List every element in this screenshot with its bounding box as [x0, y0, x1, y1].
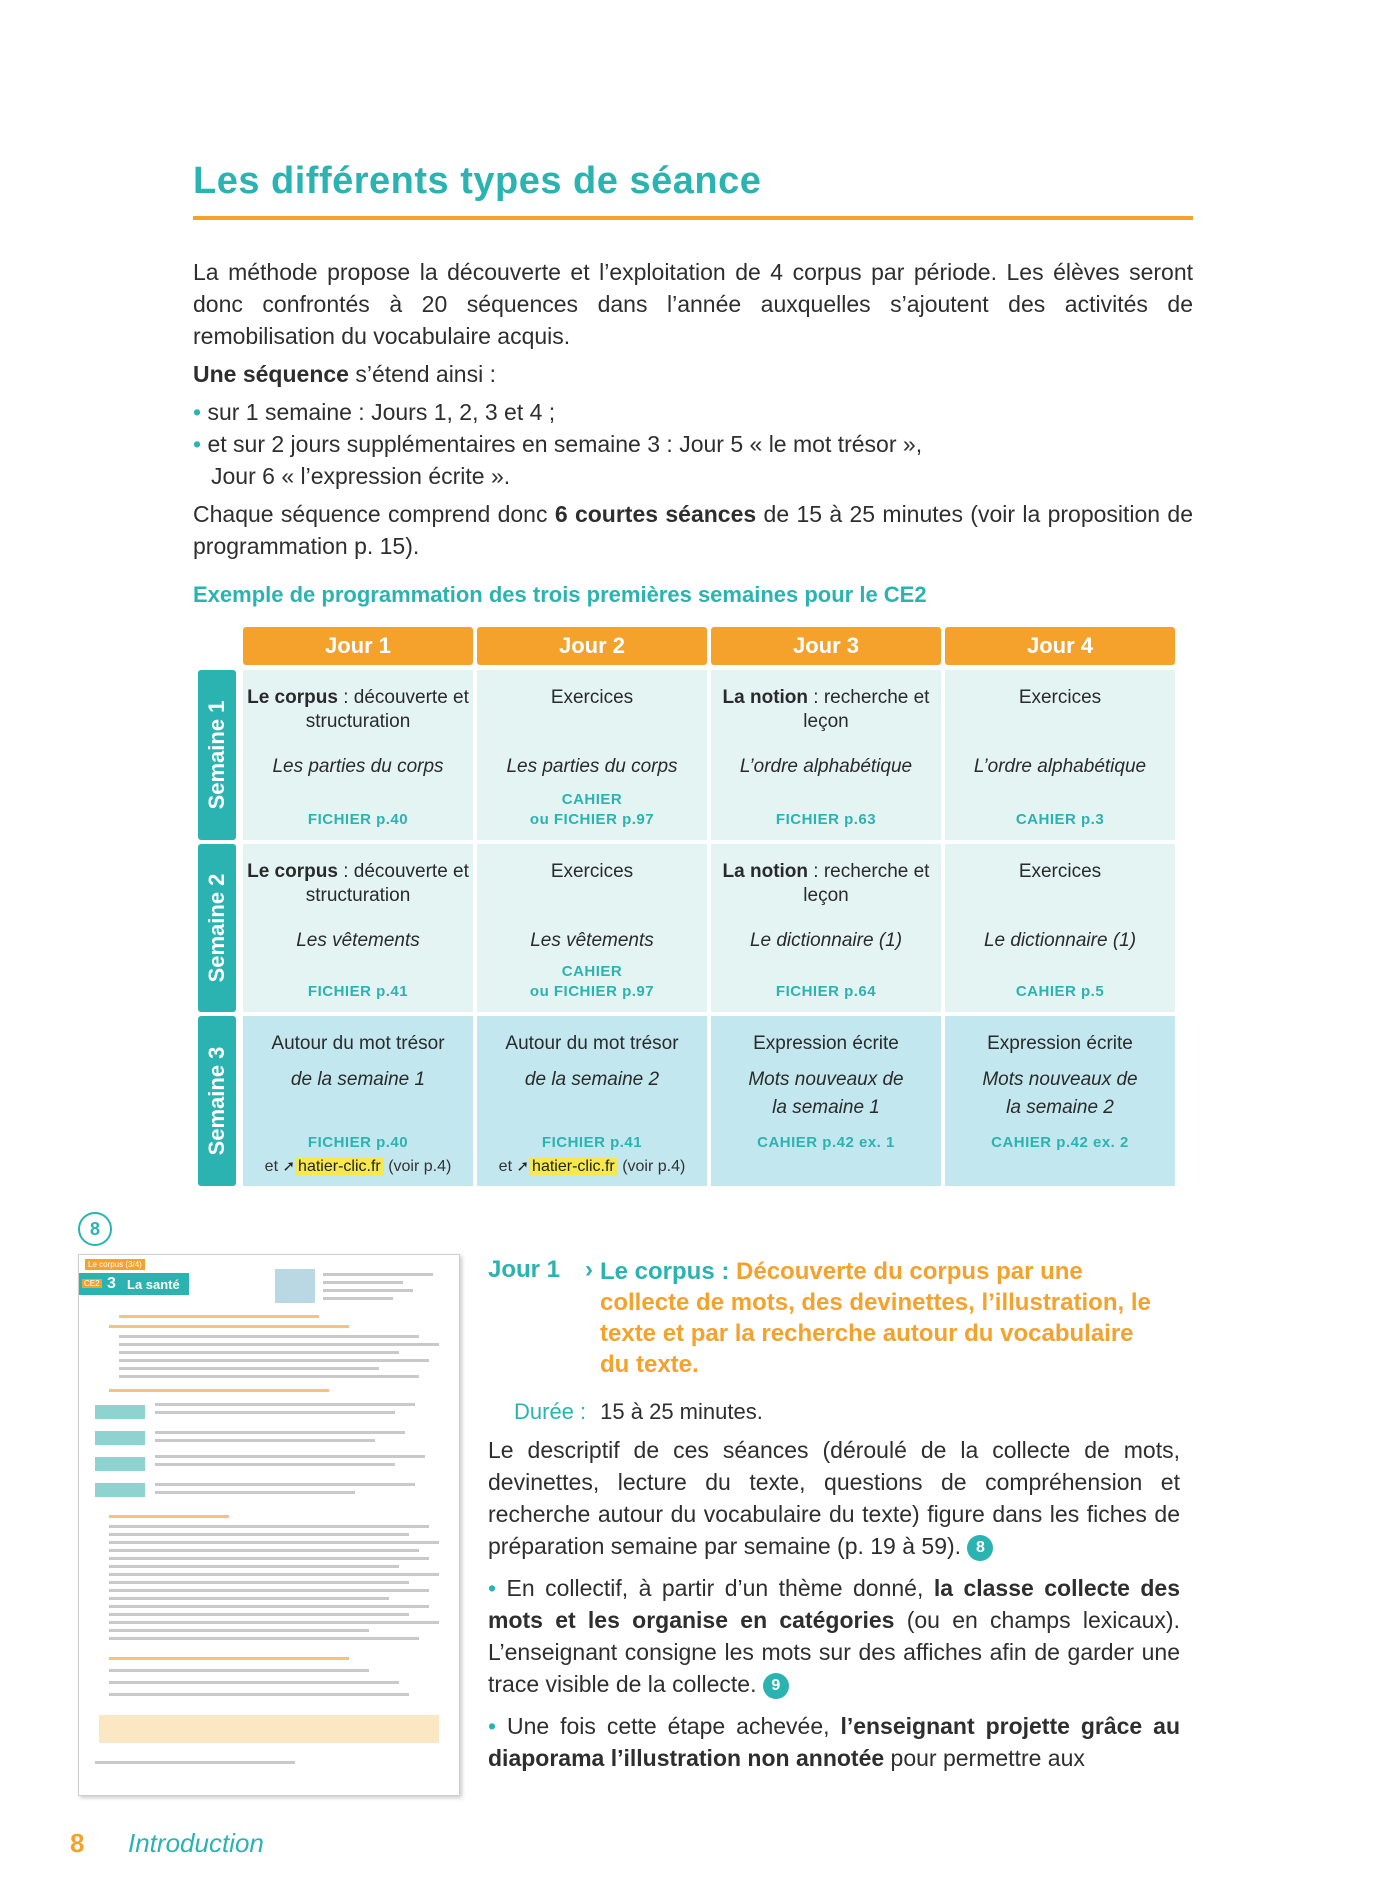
right-column-text: [488, 1434, 1180, 1784]
week-label-text: Semaine 2: [204, 873, 229, 983]
thumb-line: [109, 1525, 429, 1528]
intro-paragraph-1: La méthode propose la découverte et l’exploitation de 4 corpus par période. Les élèves seront donc confrontés à 20 séquences dans l’année auxquelles s’ajoutent des activités de remobilisation du vocabulaire acquis.: [193, 259, 1193, 349]
activity-text: : recherche et leçon: [803, 687, 930, 732]
cell-reference: [243, 982, 473, 1002]
cell-activity: [243, 860, 473, 908]
thumb-line: [155, 1455, 425, 1458]
sequence-rest: s’étend ainsi :: [348, 361, 496, 387]
bullet-icon: •: [488, 1713, 497, 1739]
cell-activity: Expression écrite: [987, 1033, 1133, 1054]
ref-line-2: FICHIER p.40: [307, 811, 409, 828]
cell-w2-d2: [477, 844, 707, 1012]
intro-bullet-2: [193, 428, 1193, 492]
cell-reference: FICHIER p.40: [307, 1134, 409, 1151]
cell-activity: [477, 860, 707, 884]
hatier-clic-link-row: [243, 1157, 473, 1176]
p2-bold: la classe collecte des mots et les organise en catégories: [488, 1575, 1180, 1633]
thumb-line: [155, 1463, 395, 1466]
clic-post: (voir p.4): [622, 1158, 686, 1175]
jour-label: Jour 1: [488, 1256, 561, 1283]
cell-topic: Les vêtements: [530, 930, 654, 951]
activity-text: Exercices: [550, 687, 634, 708]
p2-start: En collectif, à partir d’un thème donné,: [496, 1575, 934, 1601]
cell-reference: [711, 982, 941, 1002]
thumb-line: [119, 1359, 429, 1362]
thumb-line: [119, 1367, 379, 1370]
cell-topic: Le dictionnaire (1): [983, 930, 1137, 951]
thumb-line: [109, 1669, 369, 1672]
ref-line-1: CAHIER: [561, 791, 623, 808]
week-label-1: [198, 670, 236, 840]
p3r-start: Une fois cette étape achevée,: [496, 1713, 841, 1739]
thumb-highlight-box: [99, 1715, 439, 1743]
thumb-line: [109, 1605, 429, 1608]
ref-line-2: ou FICHIER p.97: [529, 811, 655, 828]
intro-bullet-1: [193, 396, 1193, 428]
hatier-clic-link[interactable]: hatier-clic.fr: [295, 1158, 384, 1175]
intro-paragraph-2: [193, 358, 1193, 390]
cell-reference: [477, 790, 707, 830]
activity-text: Exercices: [1018, 861, 1102, 882]
cell-w3-d1: [243, 1016, 473, 1186]
ref-line-2: FICHIER p.64: [775, 983, 877, 1000]
activity-text: : découverte et structuration: [305, 687, 469, 732]
ref-line-2: CAHIER p.3: [1015, 811, 1105, 828]
thumb-line: [109, 1681, 399, 1684]
right-paragraph-2: [488, 1572, 1180, 1700]
day-header-3: Jour 3: [711, 627, 941, 665]
p3-bold: 6 courtes séances: [554, 501, 757, 527]
activity-bold: Le corpus: [247, 687, 338, 708]
cell-topic: L’ordre alphabétique: [739, 756, 913, 777]
cell-activity: Expression écrite: [753, 1033, 899, 1054]
cell-reference: FICHIER p.41: [541, 1134, 643, 1151]
cell-w1-d3: [711, 670, 941, 840]
thumb-header-band: [79, 1273, 189, 1295]
cell-w3-d3: [711, 1016, 941, 1186]
chevron-right-icon: ›: [585, 1256, 593, 1283]
cell-w3-d2: [477, 1016, 707, 1186]
thumb-line: [109, 1389, 329, 1392]
week-label-3: [198, 1016, 236, 1186]
cell-reference: [243, 810, 473, 830]
clic-pre: et: [498, 1158, 513, 1175]
cell-w2-d4: [945, 844, 1175, 1012]
thumb-line: [109, 1549, 419, 1552]
activity-bold: Le corpus: [247, 861, 338, 882]
cell-activity: [711, 686, 941, 734]
p3r-end: pour permettre aux: [884, 1745, 1085, 1771]
cell-topic: de la semaine 2: [524, 1069, 660, 1090]
thumb-line: [323, 1281, 403, 1284]
cursor-arrow-icon: ➚: [516, 1158, 530, 1175]
clic-post: (voir p.4): [388, 1158, 452, 1175]
thumb-line: [119, 1351, 399, 1354]
thumb-line: [155, 1411, 395, 1414]
jour-title-text: Découverte du corpus par une collecte de mots, des devinettes, l’illustration, le texte et par la recherche autour du vocabulaire du texte.: [600, 1258, 1151, 1378]
thumb-tag: Le corpus (3/4): [85, 1259, 145, 1270]
fiche-thumbnail: [78, 1254, 460, 1796]
week-label-2: [198, 844, 236, 1012]
duree-label: Durée :: [514, 1399, 587, 1424]
thumb-line: [119, 1335, 419, 1338]
thumb-line: [155, 1431, 405, 1434]
clic-pre: et: [264, 1158, 279, 1175]
cell-activity: [243, 686, 473, 734]
activity-text: Exercices: [550, 861, 634, 882]
thumb-line: [323, 1297, 393, 1300]
cell-topic: Le dictionnaire (1): [749, 930, 903, 951]
day-header-1: Jour 1: [243, 627, 473, 665]
activity-text: : découverte et structuration: [305, 861, 469, 906]
thumb-line: [109, 1589, 429, 1592]
cell-topic: L’ordre alphabétique: [973, 756, 1147, 777]
thumb-line: [109, 1541, 439, 1544]
activity-text: : recherche et leçon: [803, 861, 930, 906]
section-label: Introduction: [128, 1828, 264, 1858]
cell-topic: Mots nouveaux de la semaine 2: [982, 1069, 1138, 1118]
cell-activity: [945, 686, 1175, 710]
cell-activity: [711, 860, 941, 908]
cell-reference: CAHIER p.42 ex. 1: [757, 1134, 895, 1151]
cursor-arrow-icon: ➚: [282, 1158, 296, 1175]
thumb-line: [109, 1533, 409, 1536]
day-header-2: Jour 2: [477, 627, 707, 665]
figure-number-badge: 8: [78, 1212, 112, 1246]
activity-bold: La notion: [722, 861, 809, 882]
thumb-line: [155, 1483, 415, 1486]
cell-w1-d1: [243, 670, 473, 840]
cell-activity: Autour du mot trésor: [271, 1033, 445, 1054]
thumb-line: [109, 1325, 349, 1328]
figure-ref-badge: 8: [967, 1535, 993, 1561]
hatier-clic-link-row: [477, 1157, 707, 1176]
title-underline: [193, 216, 1193, 220]
thumb-level: CE2: [84, 1279, 100, 1288]
duree-line: [514, 1396, 763, 1428]
thumb-line: [109, 1515, 229, 1518]
cell-reference: CAHIER p.42 ex. 2: [991, 1134, 1129, 1151]
cell-reference: [945, 810, 1175, 830]
schedule-title: Exemple de programmation des trois premières semaines pour le CE2: [193, 582, 927, 607]
thumb-label-box: [95, 1483, 145, 1497]
p3r-bold: l’enseignant projette grâce au diaporama l’illustration non annotée: [488, 1713, 1180, 1771]
activity-text: Exercices: [1018, 687, 1102, 708]
cell-w2-d1: [243, 844, 473, 1012]
thumb-line: [109, 1581, 409, 1584]
thumb-line: [109, 1637, 419, 1640]
cell-activity: [945, 860, 1175, 884]
ref-line-2: CAHIER p.5: [1015, 983, 1105, 1000]
ref-line-2: FICHIER p.41: [307, 983, 409, 1000]
right-paragraph-3: [488, 1710, 1180, 1774]
bullet-2-continuation: Jour 6 « l’expression écrite ».: [211, 463, 511, 489]
thumb-label-box: [95, 1431, 145, 1445]
cell-w1-d2: [477, 670, 707, 840]
jour-lead: Le corpus :: [600, 1258, 737, 1285]
week-label-text: Semaine 3: [204, 1046, 229, 1156]
ref-line-2: FICHIER p.63: [775, 811, 877, 828]
cell-reference: [945, 982, 1175, 1002]
thumb-line: [155, 1491, 355, 1494]
cell-activity: [477, 686, 707, 710]
cell-reference: [711, 810, 941, 830]
thumb-line: [109, 1621, 439, 1624]
week-label-text: Semaine 1: [204, 700, 229, 810]
cell-topic: Les parties du corps: [506, 756, 678, 777]
right-paragraph-1: [488, 1434, 1180, 1562]
thumb-line: [155, 1403, 415, 1406]
thumb-title: La santé: [127, 1277, 180, 1292]
intro-text: [193, 256, 1193, 568]
bullet-icon: •: [488, 1575, 497, 1601]
thumb-line: [119, 1315, 319, 1318]
duree-value: 15 à 25 minutes.: [600, 1399, 763, 1424]
thumb-line: [95, 1761, 295, 1764]
intro-paragraph-3: [193, 498, 1193, 562]
figure-ref-badge: 9: [763, 1673, 789, 1699]
hatier-clic-link[interactable]: hatier-clic.fr: [529, 1158, 618, 1175]
sequence-bold: Une séquence: [193, 361, 349, 387]
cell-reference: [477, 962, 707, 1002]
thumb-line: [323, 1289, 413, 1292]
cell-topic: Les parties du corps: [272, 756, 444, 777]
jour-title: [600, 1256, 1160, 1380]
thumb-line: [119, 1375, 419, 1378]
page-number: 8: [70, 1828, 85, 1858]
cell-topic: Les vêtements: [296, 930, 420, 951]
p3-end: de 15 à 25 minutes (voir la proposition de programmation p. 15).: [193, 501, 1194, 559]
thumb-line: [109, 1657, 349, 1660]
thumb-illustration: [275, 1269, 315, 1303]
page-title: Les différents types de séance: [193, 160, 762, 202]
thumb-line: [109, 1629, 369, 1632]
thumb-line: [109, 1597, 389, 1600]
cell-topic: Mots nouveaux de la semaine 1: [748, 1069, 904, 1118]
cell-w2-d3: [711, 844, 941, 1012]
thumb-line: [109, 1557, 429, 1560]
cell-w3-d4: [945, 1016, 1175, 1186]
ref-line-2: ou FICHIER p.97: [529, 983, 655, 1000]
bullet-icon: •: [193, 399, 202, 425]
thumb-line: [109, 1565, 399, 1568]
thumb-line: [109, 1613, 409, 1616]
thumb-line: [109, 1573, 439, 1576]
thumb-label-box: [95, 1405, 145, 1419]
thumb-line: [119, 1343, 439, 1346]
thumb-label-box: [95, 1457, 145, 1471]
thumb-line: [109, 1693, 409, 1696]
ref-line-1: CAHIER: [561, 963, 623, 980]
p1-text: Le descriptif de ces séances (déroulé de la collecte de mots, devinettes, lecture du texte, questions de compréhension et recherche autour du vocabulaire du texte) figure dans les fiches de préparation semaine par semaine (p. 19 à 59).: [488, 1437, 1180, 1559]
cell-w1-d4: [945, 670, 1175, 840]
day-header-4: Jour 4: [945, 627, 1175, 665]
thumb-line: [155, 1439, 375, 1442]
thumb-number: 3: [107, 1275, 116, 1292]
cell-topic: de la semaine 1: [290, 1069, 426, 1090]
p3-start: Chaque séquence comprend donc: [193, 501, 555, 527]
bullet-icon: •: [193, 431, 202, 457]
bullet-2-text: et sur 2 jours supplémentaires en semaine 3 : Jour 5 « le mot trésor »,: [201, 431, 923, 457]
p2-end: (ou en champs lexicaux). L’enseignant consigne les mots sur des affiches afin de garder une trace visible de la collecte.: [488, 1607, 1180, 1697]
cell-activity: Autour du mot trésor: [505, 1033, 679, 1054]
activity-bold: La notion: [722, 687, 809, 708]
thumb-line: [323, 1273, 433, 1276]
bullet-1-text: sur 1 semaine : Jours 1, 2, 3 et 4 ;: [201, 399, 556, 425]
